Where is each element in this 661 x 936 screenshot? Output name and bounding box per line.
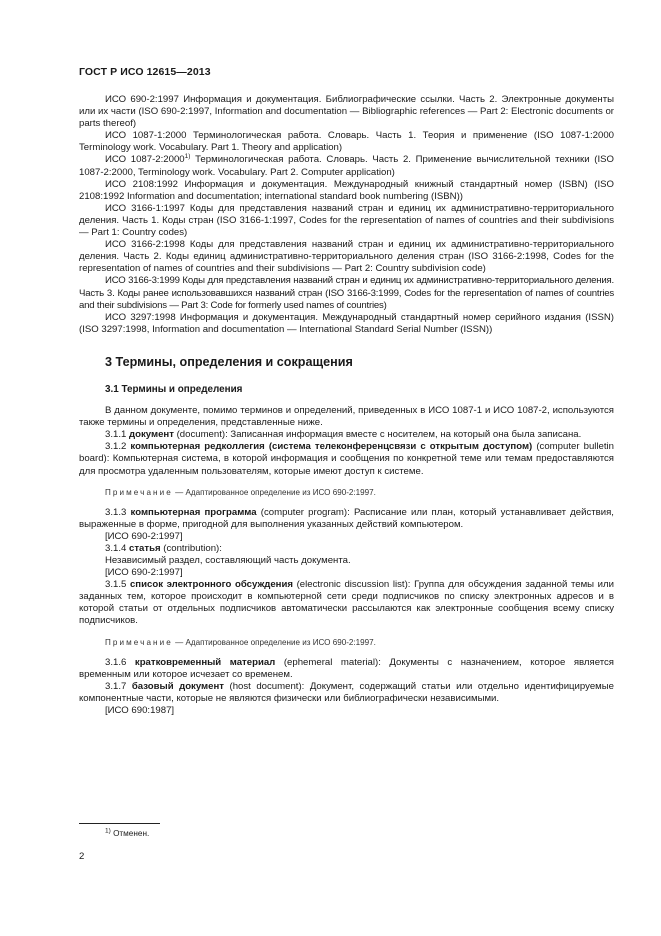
reference-iso-3166-1: ИСО 3166-1:1997 Коды для представления названий стран и единиц их административно-территориального деления. Часть 1. Коды стран (ISO 3166-1:1997, Codes for the representation of names of countries and their subdivisions — Part 1: Country codes) [79,202,614,239]
note-1 [105,487,614,498]
reference-iso-1087-1: ИСО 1087-1:2000 Терминологическая работа. Словарь. Часть 1. Теория и применение (ISO 1087-1:2000 Terminology work. Vocabulary. Part 1. Theory and application) [79,130,614,154]
reference-iso-3297: ИСО 3297:1998 Информация и документация. Международный стандартный номер серийного издания (ISSN) (ISO 3297:1998, Information and documentation — International Standard Serial Number (ISSN)) [79,311,614,335]
note-text: — Адаптированное определение из ИСО 690-2:1997. [172,487,376,497]
term-name: документ [129,429,174,441]
term-definition: (document): Записанная информация вместе с носителем, на который она была записана. [173,429,582,441]
note-2 [105,637,614,648]
term-definition: (computer bulletin board): Компьютерная система, в которой информация и сообщения по конкретной теме или темам предоставляются для просмотра удаленным пользователям, которые имеют доступ к системе. [79,441,615,477]
reference-iso-2108: ИСО 2108:1992 Информация и документация. Международный книжный стандартный номер (ISBN) (ISO 2108:1992 Information and documentation; international standard book numbering (ISBN)) [79,178,614,202]
intro-paragraph: В данном документе, помимо терминов и определений, приведенных в ИСО 1087-1 и ИСО 1087-2, используются также термины и определения, представленные ниже. [79,405,614,429]
footnote-text: Отменен. [113,829,150,838]
term-source: [ИСО 690:1987] [105,704,175,716]
term-3-1-5 [79,579,614,627]
page-number: 2 [79,851,85,862]
term-3-1-3 [79,507,614,531]
reference-iso-690-2: ИСО 690-2:1997 Информация и документация. Библиографические ссылки. Часть 2. Электронные документы или их части (ISO 690-2:1997, Information and documentation — Bibliographic references — Part 2: Electronic documents or parts thereof) [79,94,614,130]
footnote-divider [79,823,160,824]
subsection-title: 3.1 Термины и определения [105,383,243,395]
term-number: 3.1.2 [105,441,131,453]
term-definition: (electronic discussion list): Группа для обсуждения заданной темы или заданных тем, которое происходит в компьютерной сети среди подписчиков по списку электронных адресов и в которой статьи от отдельных подписчиков автоматически рассылаются как электронные сообщения всему списку подписчиков. [79,579,614,627]
term-3-1-2 [79,441,614,477]
note-label: Примечание [105,637,173,647]
footnote [105,829,149,838]
term-definition: (contribution): [160,542,222,554]
reference-text: Терминологическая работа. Словарь. Часть 2. Применение вычислительной техники (ISO 1087-2:2000, Terminology work. Vocabulary. Part 2. Computer application) [79,154,614,178]
term-source: [ИСО 690-2:1997] [105,567,183,579]
term-number: 3.1.6 [105,656,135,668]
term-name: компьютерная редколлегия (система телеконференцсвязи с открытым доступом) [130,441,533,453]
term-name: компьютерная программа [130,506,257,518]
term-definition: (host document): Документ, содержащий статьи или отдельно идентифицируемые компонентные части, которые не являются физически или библиографически независимыми. [79,680,614,704]
document-body [79,94,614,717]
note-text: — Адаптированное определение из ИСО 690-2:1997. [172,637,376,647]
term-name: список электронного обсуждения [129,579,293,591]
term-3-1-7 [79,681,614,705]
term-name: статья [129,542,161,554]
term-source: [ИСО 690-2:1997] [105,530,183,542]
term-3-1-6 [79,657,614,681]
reference-iso-3166-2: ИСО 3166-2:1998 Коды для представления названий стран и единиц их административно-территориального деления. Часть 2. Коды единиц административно-территориального деления стран (ISO 3166-2:1998, Codes for the representation of names of countries and their subdivisions — Part 2: Country subdivision code) [79,239,614,275]
footnote-ref: 1) [184,153,191,161]
note-label: Примечание [105,487,173,497]
term-number: 3.1.4 [105,542,130,554]
reference-iso-3166-3: ИСО 3166-3:1999 Коды для представления названий стран и единиц их административно-территориального деления. Часть 3. Коды ранее использовавшихся названий стран (ISO 3166-3:1999, Codes for the representation of names of countries and their subdivisions — Part 3: Code for formerly used names of countries) [79,275,614,311]
reference-code: ИСО 1087-2:2000 [105,154,185,166]
term-3-1-1 [79,429,614,441]
section-title: 3 Термины, определения и сокращения [105,354,353,369]
term-number: 3.1.5 [105,579,130,591]
document-header: ГОСТ Р ИСО 12615—2013 [79,66,211,78]
term-number: 3.1.7 [105,680,132,692]
term-name: кратковременный материал [134,656,276,668]
footnote-mark: 1) [105,827,111,835]
term-definition-line: Независимый раздел, составляющий часть документа. [105,555,351,566]
term-3-1-4 [79,543,614,555]
term-number: 3.1.3 [105,506,131,518]
term-number: 3.1.1 [105,429,130,441]
term-definition: (computer program): Расписание или план, который устанавливает действия, выраженные в форме, пригодной для выполнения указанных действий компьютером. [79,506,614,530]
reference-iso-1087-2 [79,154,614,178]
term-definition: (ephemeral material): Документы с назначением, которое является временным или которое исчезает со временем. [79,656,614,680]
term-name: базовый документ [131,680,224,692]
